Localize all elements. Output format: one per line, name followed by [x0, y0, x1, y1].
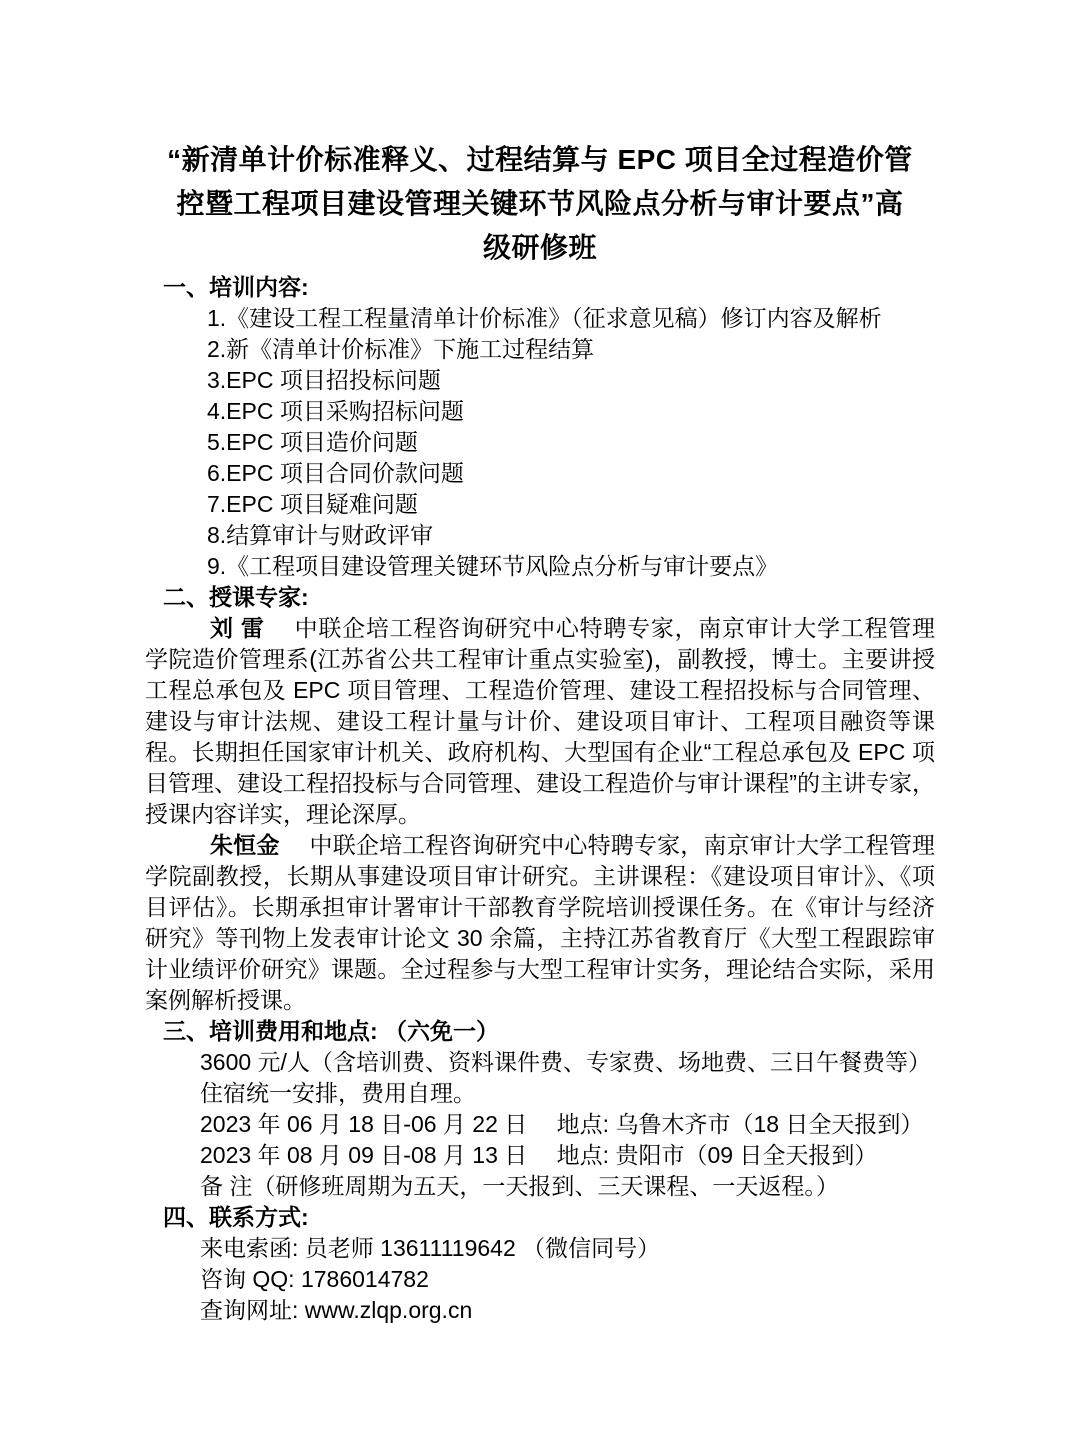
training-item: 4.EPC 项目采购招标问题: [207, 398, 464, 424]
training-content-heading: 一、培训内容:: [163, 274, 309, 300]
expert-name: 刘 雷: [210, 615, 265, 641]
section-contact: [145, 1202, 935, 1326]
title-line-2: 控暨工程项目建设管理关键环节风险点分析与审计要点”高: [176, 188, 904, 219]
contact-heading: 四、联系方式:: [163, 1204, 309, 1230]
training-item: 7.EPC 项目疑难问题: [207, 491, 418, 517]
expert-bio: 中联企培工程咨询研究中心特聘专家，南京审计大学工程管理学院副教授，长期从事建设项目审计研究。主讲课程：《建设项目审计》、《项目评估》。长期承担审计署审计干部教育学院培训授课任务。在《审计与经济研究》等刊物上发表审计论文 30 余篇，主持江苏省教育厅《大型工程跟踪审计业绩评价研究》课题。全过程参与大型工程审计实务，理论结合实际，采用案例解析授课。: [145, 832, 936, 1013]
title-line-3: 级研修班: [482, 232, 597, 263]
expert-name: 朱恒金: [210, 832, 280, 858]
contact-website-line: 查询网址: www.zlqp.org.cn: [200, 1297, 473, 1323]
session-date-line: 2023 年 06 月 18 日-06 月 22 日 地点: 乌鲁木齐市（18 日全天报到）: [200, 1111, 924, 1137]
section-training-content: [145, 272, 935, 582]
session-date-line: 2023 年 08 月 09 日-08 月 13 日 地点: 贵阳市（09 日全天报到）: [200, 1142, 878, 1168]
contact-qq-line: 咨询 QQ: 1786014782: [200, 1266, 429, 1292]
lodging-line: 住宿统一安排，费用自理。: [200, 1080, 476, 1106]
training-item: 6.EPC 项目合同价款问题: [207, 460, 464, 486]
training-item: 1.《建设工程工程量清单计价标准》（征求意见稿）修订内容及解析: [207, 305, 882, 331]
experts-heading: 二、授课专家:: [163, 584, 309, 610]
training-item: 3.EPC 项目招投标问题: [207, 367, 441, 393]
training-item: 8.结算审计与财政评审: [207, 522, 434, 548]
training-item: 9.《工程项目建设管理关键环节风险点分析与审计要点》: [207, 553, 779, 579]
fee-price-line: 3600 元/人（含培训费、资料课件费、专家费、场地费、三日午餐费等）: [200, 1049, 931, 1075]
expert-bio: 中联企培工程咨询研究中心特聘专家，南京审计大学工程管理学院造价管理系(江苏省公共工程审计重点实验室)，副教授，博士。主要讲授工程总承包及 EPC 项目管理、工程造价管理、建设工程招投标与合同管理、建设与审计法规、建设工程计量与计价、建设项目审计、工程项目融资等课程。长期担任国家审计机关、政府机构、大型国有企业“工程总承包及 EPC 项目管理、建设工程招投标与合同管理、建设工程造价与审计课程”的主讲专家，授课内容详实，理论深厚。: [145, 615, 936, 827]
training-item: 2.新《清单计价标准》下施工过程结算: [207, 336, 595, 362]
contact-phone-line: 来电索函: 员老师 13611119642 （微信同号）: [200, 1235, 661, 1261]
remark-line: 备 注（研修班周期为五天，一天报到、三天课程、一天返程。）: [200, 1173, 839, 1199]
training-item: 5.EPC 项目造价问题: [207, 429, 418, 455]
expert-paragraph: [145, 830, 935, 1016]
section-experts: [145, 582, 935, 1016]
section-fees-location: [145, 1016, 935, 1202]
document-title: [158, 138, 922, 270]
expert-paragraph: [145, 613, 935, 830]
document-body: [145, 272, 935, 1326]
fees-heading: 三、培训费用和地点: （六免一）: [163, 1018, 500, 1044]
title-line-1: “新清单计价标准释义、过程结算与 EPC 项目全过程造价管: [167, 144, 913, 175]
